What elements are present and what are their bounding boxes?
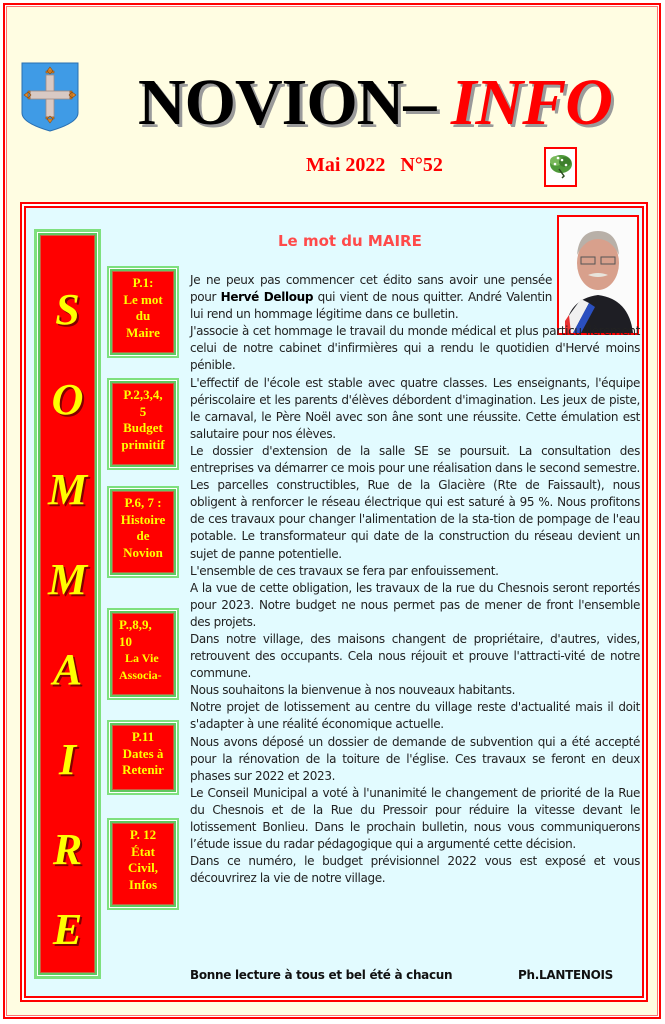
article-paragraph: Nous avons déposé un dossier de demande de subvention qui a été accepté pour la rénovation de la toiture de l'église. Ces travaux se feront en deux phases sur 2022 et 2023. — [190, 734, 640, 783]
toc-line: Infos — [128, 876, 158, 892]
toc-line: P.6, 7 : — [124, 495, 162, 510]
article-paragraph: A la vue de cette obligation, les travaux de la rue du Chesnois seront reportés pour 2023. Notre budget ne nous permet pas de mener de front l'ensemble des projets. — [190, 580, 640, 629]
coat-of-arms-cross-icon — [20, 61, 80, 133]
toc-line: État — [131, 843, 155, 859]
toc-line: Civil, — [128, 860, 158, 875]
article-paragraph: L'effectif de l'école est stable avec quatre classes. Les enseignants, l'équipe périscolaire et les parents d'élèves débordent d'imagination. Les jeux de piste, le carnaval, le Père Noël avec son âne sont une réussite. Cette émulation est salutaire pour nos élèves. — [190, 375, 640, 441]
toc-line: P. 12 — [129, 827, 157, 842]
closing-text: Bonne lecture à tous et bel été à chacun — [190, 968, 453, 982]
toc-line: P.2,3,4, — [123, 387, 163, 402]
toc-line: Budget — [123, 420, 163, 435]
toc-line: Novion — [123, 544, 163, 560]
sommaire-letter: O — [51, 375, 84, 424]
lily-of-the-valley-icon — [544, 147, 577, 187]
toc-item-histoire-de-novion[interactable] — [107, 486, 179, 578]
toc-line: Associa- — [119, 667, 162, 682]
bold-name: Hervé Delloup — [220, 290, 314, 305]
paragraph-text: Je ne peux pas commencer cet édito sans avoir une pensée pour — [190, 273, 552, 305]
sommaire-letter: M — [47, 465, 88, 514]
article-paragraph: Nous souhaitons la bienvenue à nos nouveaux habitants. — [190, 683, 516, 698]
sommaire-letter: R — [52, 825, 83, 874]
sommaire-letter: S — [55, 285, 80, 334]
sommaire-banner — [34, 229, 101, 979]
toc-line: P.1: — [132, 275, 154, 290]
toc-line: primitif — [121, 436, 165, 452]
toc-item-mot-du-maire[interactable] — [107, 266, 179, 358]
article-title: Le mot du MAIRE — [278, 232, 422, 250]
toc-line: Retenir — [122, 762, 164, 777]
article-paragraph: Dans ce numéro, le budget prévisionnel 2022 vous est exposé et vous découvrirez la vie de notre village. — [190, 854, 640, 886]
sommaire-letter: I — [58, 735, 77, 784]
issue-date-number: Mai 2022 N°52 — [306, 154, 443, 176]
toc-item-etat-civil-infos[interactable] — [107, 818, 179, 910]
signature: Ph.LANTENOIS — [518, 968, 614, 982]
sommaire-letter: A — [52, 645, 83, 694]
toc-line: La Vie — [125, 651, 159, 665]
article-paragraph: J'associe à cet hommage le travail du monde médical et plus particu-lièrement celui de notre cabinet d'infirmières qui a rendu le quotidien d'Hervé moins pénible. — [190, 324, 640, 373]
toc-item-dates-a-retenir[interactable] — [107, 720, 179, 795]
article-paragraph: L'ensemble de ces travaux se fera par enfouissement. — [190, 563, 499, 578]
toc-line: Histoire — [120, 511, 166, 527]
article-signoff — [190, 968, 640, 982]
toc-item-budget-primitif[interactable] — [107, 378, 179, 470]
article-paragraph: Le Conseil Municipal a voté à l'unanimité le changement de priorité de la Rue du Chesnois et de la Rue du Pressoir pour réduire la vitesse devant le lotissement Bonlieu. Dans le prochain bulletin, nous vous communiquerons l’étude issue du radar pédagogique qui a argumenté cette décision. — [190, 785, 640, 852]
article-paragraph: Dans notre village, des maisons changent de propriétaire, d'autres, vides, retrouvent des occupants. Cela nous réjouit et prouve l'attracti-vité de notre commune. — [190, 631, 640, 681]
toc-line: Maire — [126, 324, 160, 340]
title-novion: NOVION– — [138, 66, 436, 139]
article-paragraph: Le dossier d'extension de la salle SE se poursuit. La consultation des entreprises va démarrer ce mois pour une réalisation dans le second semestre. — [190, 443, 640, 476]
toc-line: Dates à — [122, 745, 164, 761]
toc-line: du — [135, 308, 151, 323]
toc-line: 5 — [139, 403, 147, 419]
toc-line: P.11 — [131, 729, 155, 744]
title-info: INFO — [435, 66, 612, 139]
article-paragraph: Notre projet de lotissement au centre du village reste d'actualité mais il doit s'adapter à une réalité économique actuelle. — [190, 700, 640, 732]
sommaire-letter: E — [52, 905, 83, 954]
sommaire-letter: M — [47, 555, 88, 604]
toc-line: 10 — [119, 633, 132, 649]
article-body — [190, 272, 640, 887]
toc-line: Le mot — [123, 291, 163, 307]
article-paragraph: Les parcelles constructibles, Rue de la Glacière (Rte de Faissault), nous obligent à renforcer le réseau électrique qui est saturé à 95 %. Nous profitons de ces travaux pour changer l'alimentation de la sta-tion de pompage de l'eau potable. Le transformateur qui date de la construction du réseau devient un sujet de panne potentielle. — [190, 478, 640, 561]
toc-item-vie-associative[interactable] — [107, 608, 179, 700]
article-paragraph — [190, 272, 552, 323]
toc-line: P.,8,9, — [119, 617, 152, 632]
paragraph-text: qui vient de nous quitter. André Valentin lui rend un hommage légitime dans ce bulletin. — [190, 290, 552, 322]
toc-line: de — [136, 528, 150, 543]
